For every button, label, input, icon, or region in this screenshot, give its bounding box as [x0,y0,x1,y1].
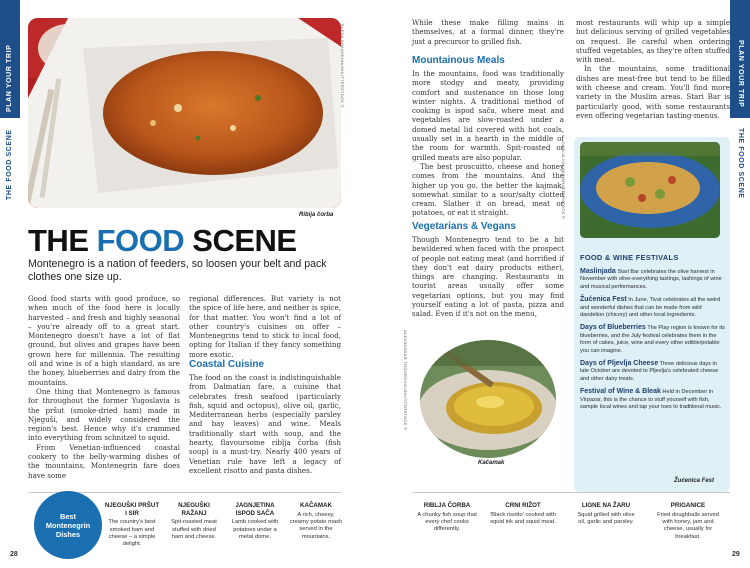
festival-description: In June, Tivat celebrates all the weird and wonderful dishes that can be made from wild dandelion (chicory) and other local ingredients. [580,297,721,319]
paragraph: One thing that Montenegro is famous for throughout the former Yugoslavia is the pršut (smoke-dried ham) made in Njeguši, and widely considered the region's best. Hence why it's crammed into everything from schnitzel to squid. [28,386,180,443]
title-part-1: THE [28,223,97,258]
festival-item [580,388,726,411]
paragraph: The best proscuitto, cheese and honey comes from the mountains. And the higher up you go, the better the kajmak, somewhat similar to a sour/salty clotted cream. Slather it on bread, meat or potatoes, or eat it straight. [412,161,564,218]
dish-description: Spit-roasted meat stuffed with dried ham and cheese. [171,519,217,540]
dish-item [288,502,344,541]
mountainous-heading: Mountainous Meals [412,55,505,66]
photo-caption: Ribija čorba [299,212,334,218]
dish-item [104,502,160,549]
dish-description: 'Black risotto' cooked with squid ink and squid meat. [490,511,557,525]
festival-caption: Žućenica Fest [674,478,715,484]
dish-item [574,502,638,526]
paragraph: In the mountains, some traditional dishes are meat-free but tend to be filled with cheese and cream. You'll find more variety in the Muslim areas. Stari Bar is particularly good, with some restaurants even offering vegetarian tasting-menus. [576,64,730,120]
dish-name: LIGNE NA ŽARU [581,502,631,509]
page-title [28,223,297,259]
photo-credit: ALEKSANDAR TODOROVIC/SHUTTERSTOCK © [403,330,408,431]
paragraph: most restaurants will whip up a simple but delicious serving of grilled vegetables on request. Be careful when ordering stuffed vegetables, as they're often stuffed with meat. [576,18,730,65]
section-label: THE FOOD SCENE [6,129,13,200]
dish-name: PRIGANICE [670,502,706,509]
title-part-2: SCENE [184,223,297,258]
dish-item [226,502,284,541]
festival-item [580,296,726,319]
best-dishes-label: Best Montenegrin Dishes [45,511,91,539]
page-subtitle: Montenegro is a nation of feeders, so loosen your belt and pack clothes one size up. [28,258,327,283]
paragraph: Good food starts with good produce, so when much of the food here is locally harvested – and fresh and highly seasonal – you're already off to a great start. Montenegro doesn't have a lot of flat ground, but olives and grapes have been grown here for millennia. The resulting oil and wine is of a high standard, as are the honey, blueberries and dairy from the mountains. [28,294,180,387]
dish-item [414,502,480,534]
photo-credit: ELENA SHASHKINA/SHUTTERSTOCK © [340,24,345,108]
coastal-heading: Coastal Cuisine [189,359,265,370]
dish-description: A rich, cheesy, creamy potato mash served in the mountains. [289,511,343,540]
dish-name: CRNI RIŽOT [505,502,541,509]
fish-soup-photo [28,18,341,208]
festival-name: Days of Pljevlja Cheese [580,360,659,368]
dish-description: Squid grilled with olive oil, garlic and parsley. [577,511,635,525]
page-number-left: 28 [10,551,18,558]
paragraph: regional differences. But variety is not the spice of life here, and neither is spice, for that matter. You won't find a lot of other country's cuisines on offer – Montenegrins tend to stick to local food, opting for Italian if they fancy something more exotic. [189,294,341,359]
dish-name: JAGNJETINA ISPOD SAČA [235,502,275,517]
paragraph: The food on the coast is indistinguishable from Dalmatian fare, a cuisine that celebrates fresh seafood (particularly fish, squid and octopus), olive oil, garlic, Mediterranean herbs (especially parsley and bay leaves) and wine. Meals traditionally start with soup, and the hearty, flavoursome riblja čorba (fish soup) is a must-try. Nearly 400 years of Venetian rule have left a legacy of excellent risotto and pasta dishes. [189,373,341,475]
coastal-text-column [189,373,341,475]
dish-name: NJEGUŠKI PRŠUT I SIR [104,502,160,517]
festival-name: Maslinjada [580,268,616,275]
festival-item [580,268,726,291]
festival-name: Festival of Wine & Bleak [580,388,661,396]
paragraph: Though Montenegro tend to be a bit bewildered when faced with the prospect of people not eating meat (and horrified if they don't eat dairy products either), things are changing. Restaurants in tourist areas usually offer some vegetarian options, but you may find yourself eating a lot of pasta, pizza and salad. Even if it's not on the menu, [412,235,564,319]
dish-item [166,502,222,541]
mountain-text-column [412,69,564,218]
dish-item [652,502,724,541]
section-label: THE FOOD SCENE [737,128,744,199]
photo-credit: DARIJA KALINIC/SHUTTERSTOCK © [561,142,566,220]
festival-description: Stari Bar celebrates the olive harvest in November with olive-everything tastings, lashings of wine and musical performances. [580,269,722,290]
title-highlight: FOOD [96,223,185,258]
dish-name: KAČAMAK [300,502,332,509]
dish-description: Lamb cooked with potatoes under a metal dome. [231,519,279,540]
festival-item [580,360,726,383]
page-number-right: 29 [732,551,740,558]
dish-item [490,502,556,526]
plan-your-trip-label: PLAN YOUR TRIP [6,44,13,112]
festival-description: Held in December in Virpazar, this is the chance to stuff yourself with fish, sample local wines and tap your toes to traditional music. [580,389,722,411]
right-column-2 [576,18,730,120]
left-column-1 [28,294,180,480]
kacamak-photo [420,340,556,458]
dish-name: RIBLJA ČORBA [423,502,471,509]
divider [412,492,730,493]
veg-text-column [412,235,564,319]
vegetarians-heading: Vegetarians & Vegans [412,221,516,232]
festival-list [580,268,726,417]
dish-name: NJEGUŠKI RAŽANJ [178,502,210,517]
festival-name: Days of Blueberries [580,324,646,332]
festival-heading: FOOD & WINE FESTIVALS [580,253,679,262]
right-sidebar [730,0,750,568]
festival-description: The Play region is known for its blueberries, and the July festival celebrates them in the form of cakes, juice, wine and every other edible/potable you can imagine. [580,325,725,354]
festival-photo [580,142,720,238]
paragraph: From Venetian-influenced coastal cookery to the belly-warming dishes of the mountains, Montenegrin fare does have some [28,442,180,480]
festival-name: Žućenica Fest [580,296,627,304]
dish-description: Fried doughballs served with honey, jam and cheese, usually for breakfast. [657,511,719,540]
best-dishes-badge [34,491,102,559]
left-sidebar [0,0,20,568]
left-column-2 [189,294,341,359]
dish-description: A chunky fish soup that every chef cooks differently. [417,511,477,533]
paragraph: In the mountains, food was traditionally more stodgy and meaty, providing comfort and sustenance on those long winter nights. A traditional method of cooking is ispod sača, where meat and vegetables are slow-roasted under a domed metal lid covered with hot coals, usually set in a hearth in the middle of the room for warmth. Spit-roasted or grilled meats are also popular. [412,69,564,162]
right-column-1 [412,18,564,46]
plan-your-trip-label: PLAN YOUR TRIP [737,40,744,108]
festival-item [580,324,726,355]
dish-description: The country's best smoked ham and cheese – a simple delight. [108,519,156,548]
festival-description: Three delicious days in late October are devoted to Pljevlja's celebrated cheese and other dairy treats. [580,361,719,382]
kacamak-caption: Kačamak [478,460,505,466]
paragraph: While these make filling mains in themselves, at a formal dinner, they're just a precursor to grilled fish. [412,18,564,46]
